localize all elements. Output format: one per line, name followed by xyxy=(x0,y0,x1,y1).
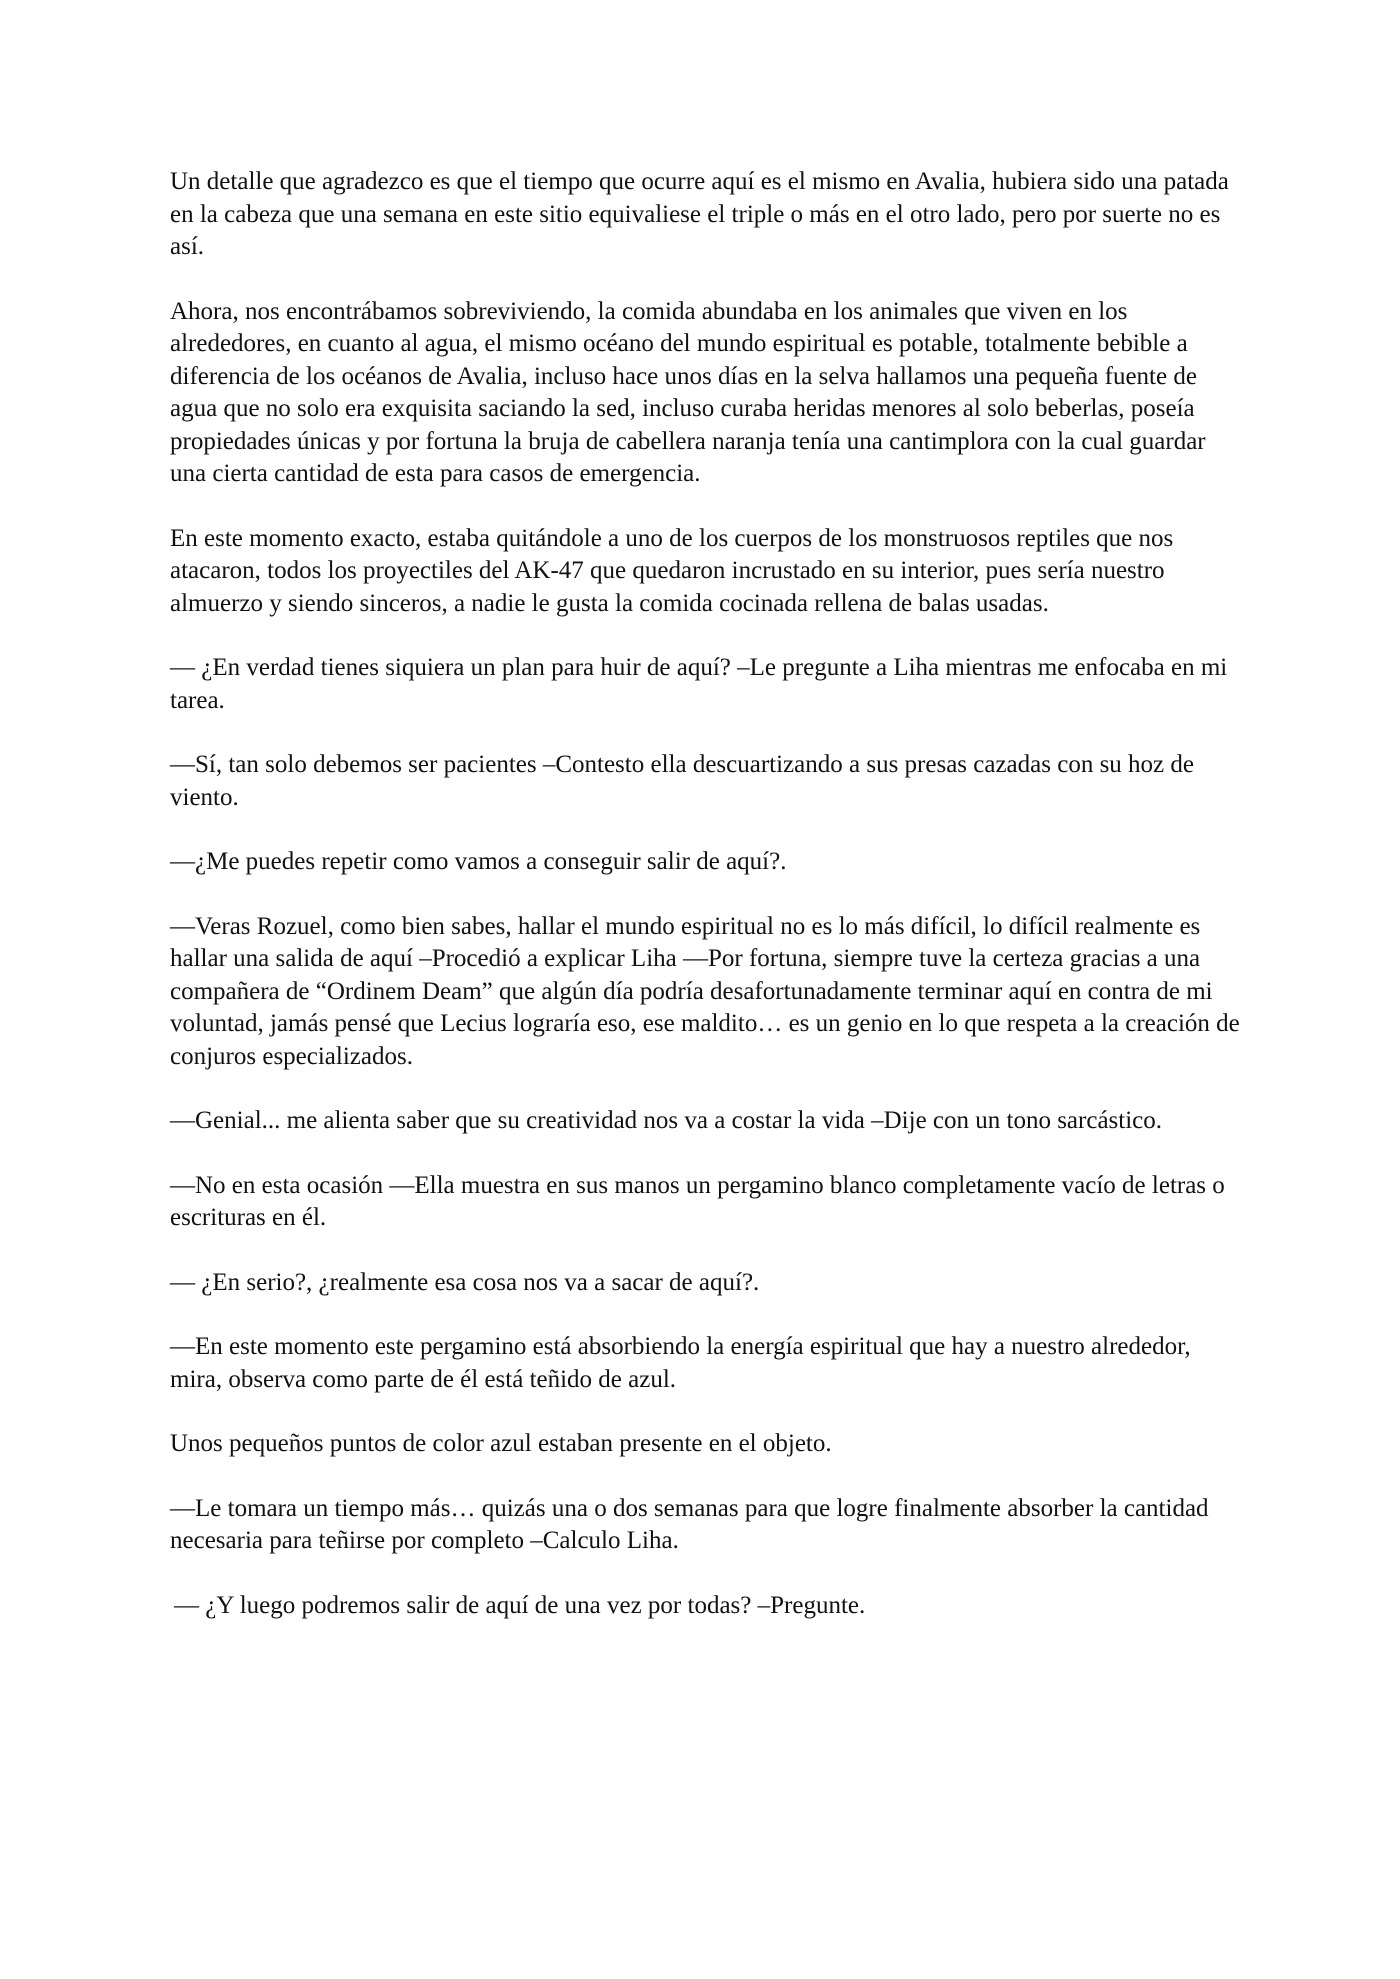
dialogue-line-9: —Le tomara un tiempo más… quizás una o dos semanas para que logre finalmente absorber la cantidad necesaria para teñirse por completo –Calculo Liha. xyxy=(170,1494,1209,1554)
paragraph-1: Un detalle que agradezco es que el tiempo que ocurre aquí es el mismo en Avalia, hubiera sido una patada en la cabeza que una semana en este sitio equivaliese el triple o más en el otro lado, pero por suerte no es así. xyxy=(170,168,1229,260)
dialogue-line-10: — ¿Y luego podremos salir de aquí de una vez por todas? –Pregunte. xyxy=(174,1591,866,1619)
dialogue-line-8: —En este momento este pergamino está absorbiendo la energía espiritual que hay a nuestro alrededor, mira, observa como parte de él está teñido de azul. xyxy=(170,1333,1191,1393)
dialogue-line-7: — ¿En serio?, ¿realmente esa cosa nos va a sacar de aquí?. xyxy=(170,1268,760,1296)
document-body xyxy=(170,166,1240,1654)
dialogue-line-6: —No en esta ocasión —Ella muestra en sus manos un pergamino blanco completamente vacío de letras o escrituras en él. xyxy=(170,1171,1225,1231)
dialogue-line-1: — ¿En verdad tienes siquiera un plan para huir de aquí? –Le pregunte a Liha mientras me enfocaba en mi tarea. xyxy=(170,654,1228,714)
dialogue-line-5: —Genial... me alienta saber que su creatividad nos va a costar la vida –Dije con un tono sarcástico. xyxy=(170,1107,1163,1134)
dialogue-line-4: —Veras Rozuel, como bien sabes, hallar el mundo espiritual no es lo más difícil, lo difícil realmente es hallar una salida de aquí –Procedió a explicar Liha —Por fortuna, siempre tuve la certeza gracias a una compañera de “Ordinem Deam” que algún día podría desafortunadamente terminar aquí en contra de mi voluntad, jamás pensé que Lecius lograría eso, ese maldito… es un genio en lo que respeta a la creación de conjuros especializados. xyxy=(170,912,1240,1070)
paragraph-2: Ahora, nos encontrábamos sobreviviendo, la comida abundaba en los animales que viven en los alrededores, en cuanto al agua, el mismo océano del mundo espiritual es potable, totalmente bebible a diferencia de los océanos de Avalia, incluso hace unos días en la selva hallamos una pequeña fuente de agua que no solo era exquisita saciando la sed, incluso curaba heridas menores al solo beberlas, poseía propiedades únicas y por fortuna la bruja de cabellera naranja tenía una cantimplora con la cual guardar una cierta cantidad de esta para casos de emergencia. xyxy=(170,297,1206,487)
paragraph-3: En este momento exacto, estaba quitándole a uno de los cuerpos de los monstruosos reptiles que nos atacaron, todos los proyectiles del AK-47 que quedaron incrustado en su interior, pues sería nuestro almuerzo y siendo sinceros, a nadie le gusta la comida cocinada rellena de balas usadas. xyxy=(170,524,1174,617)
dialogue-line-2: —Sí, tan solo debemos ser pacientes –Contesto ella descuartizando a sus presas cazadas con su hoz de viento. xyxy=(170,751,1194,811)
narration-line: Unos pequeños puntos de color azul estaban presente en el objeto. xyxy=(170,1430,832,1457)
dialogue-line-3: —¿Me puedes repetir como vamos a conseguir salir de aquí?. xyxy=(170,848,787,875)
